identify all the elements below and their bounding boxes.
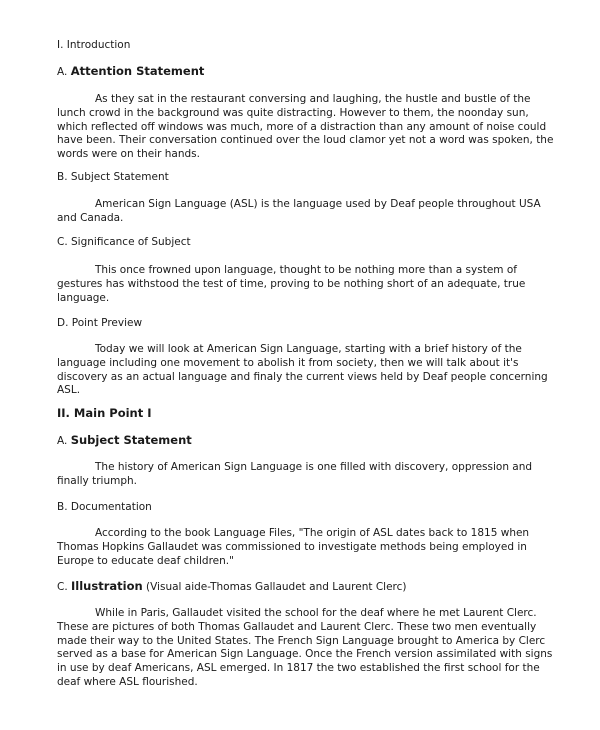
documentation-body: According to the book Language Files, "The origin of ASL dates back to 1815 when Thomas Hopkins Gallaudet was commissioned to investigate methods being employed in Europe to educate deaf children." xyxy=(57,527,530,567)
mp-subject-prefix: A. xyxy=(57,435,71,447)
significance-body: This once frowned upon language, thought to be nothing more than a system of gestures has withstood the test of time, proving to be nothing short of an adequate, true language. xyxy=(57,264,526,304)
preview-heading: D. Point Preview xyxy=(57,317,143,329)
attention-body: As they sat in the restaurant conversing and laughing, the hustle and bustle of the lunch crowd in the background was quite distracting. However to them, the noonday sun, which reflected off windows was much, more of a distraction than any amount of noise could have been. Their conversation continued over the loud clamor yet not a word was spoken, the words were on their hands. xyxy=(57,93,554,161)
attention-heading xyxy=(57,65,557,80)
illustration-heading xyxy=(57,580,557,595)
intro-heading: I. Introduction xyxy=(57,39,131,51)
illustration-title: Illustration xyxy=(71,579,143,593)
subject-heading: B. Subject Statement xyxy=(57,171,169,183)
mp-subject-body: The history of American Sign Language is one filled with discovery, oppression and finally triumph. xyxy=(57,461,533,487)
subject-body: American Sign Language (ASL) is the language used by Deaf people throughout USA and Canada. xyxy=(57,198,541,224)
significance-heading: C. Significance of Subject xyxy=(57,236,191,248)
mp-subject-title: Subject Statement xyxy=(70,433,192,447)
illustration-note: (Visual aide-Thomas Gallaudet and Laurent Clerc) xyxy=(142,581,407,593)
attention-prefix: A. xyxy=(57,66,71,78)
preview-body: Today we will look at American Sign Language, starting with a brief history of the language including one movement to abolish it from society, then we will talk about it's discovery as an actual language and finaly the current views held by Deaf people concerning ASL. xyxy=(57,343,548,397)
attention-title: Attention Statement xyxy=(70,64,205,78)
documentation-heading: B. Documentation xyxy=(57,501,152,513)
mp-subject-heading xyxy=(57,434,557,449)
illustration-body: While in Paris, Gallaudet visited the school for the deaf where he met Laurent Clerc. These are pictures of both Thomas Gallaudet and Laurent Clerc. These two men eventually made their way to the United States. The French Sign Language brought to America by Clerc served as a base for American Sign Language. Once the French version assimilated with signs in use by deaf Americans, ASL emerged. In 1817 the two established the first school for the deaf where ASL flourished. xyxy=(57,607,553,688)
illustration-prefix: C. xyxy=(57,581,72,593)
main-point-heading: II. Main Point I xyxy=(57,406,152,420)
